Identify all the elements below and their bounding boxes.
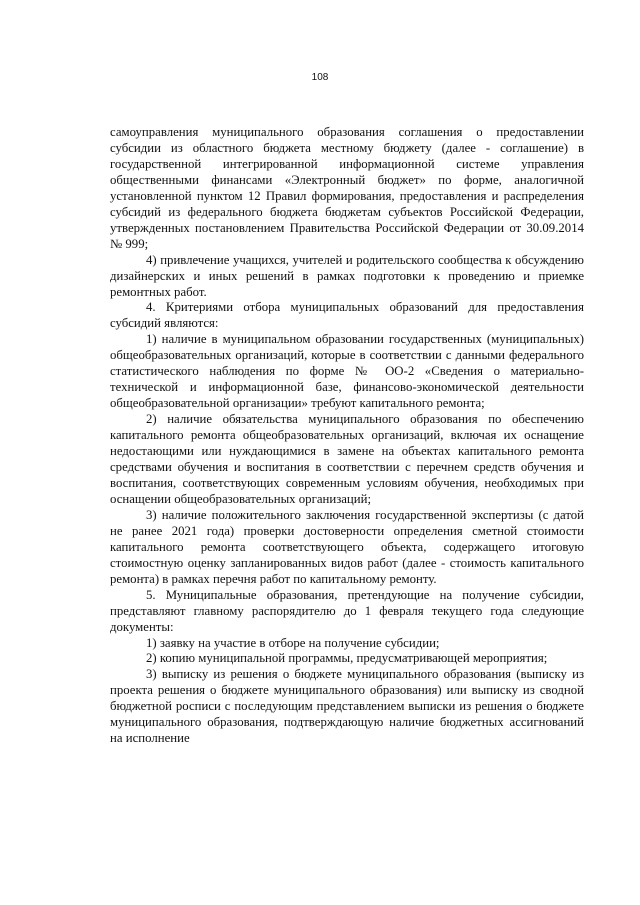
document-body <box>110 125 584 747</box>
paragraph-continuation: самоуправления муниципального образования соглашения о предоставлении субсидии из областного бюджета местному бюджету (далее - соглашение) в государственной интегрированной информационной системе управления общественными финансами «Электронный бюджет» по форме, аналогичной установленной пунктом 12 Правил формирования, предоставления и распределения субсидий из федерального бюджета бюджетам субъектов Российской Федерации, утвержденных постановлением Правительства Российской Федерации от 30.09.2014 № 999; <box>110 125 584 251</box>
paragraph-item-4: 4) привлечение учащихся, учителей и родительского сообщества к обсуждению дизайнерских и иных решений в рамках подготовки к проведению и приемке ремонтных работ. <box>110 252 584 299</box>
paragraph-document-3: 3) выписку из решения о бюджете муниципального образования (выписку из проекта решения о бюджете муниципального образования) или выписку из сводной бюджетной росписи с последующим представлением выписки из решения о бюджете муниципального образования, подтверждающую наличие бюджетных ассигнований на исполнение <box>110 667 584 746</box>
paragraph-document-1: 1) заявку на участие в отборе на получение субсидии; <box>146 635 440 650</box>
paragraph-document-2: 2) копию муниципальной программы, предусматривающей мероприятия; <box>146 651 548 666</box>
paragraph-section-5: 5. Муниципальные образования, претендующие на получение субсидии, представляют главному распорядителю до 1 февраля текущего года следующие документы: <box>110 587 584 634</box>
paragraph-criterion-3: 3) наличие положительного заключения государственной экспертизы (с датой не ранее 2021 года) проверки достоверности определения сметной стоимости капитального ремонта соответствующего объекта, содержащего итоговую стоимостную оценку запланированных видов работ (далее - стоимость капитального ремонта) в рамках перечня работ по капитальному ремонту. <box>110 507 584 586</box>
paragraph-criterion-2: 2) наличие обязательства муниципального образования по обеспечению капитального ремонта общеобразовательных организаций, включая их оснащение недостающими или нуждающимися в замене на объектах капитального ремонта средствами обучения и воспитания в соответствии с перечнем средств обучения и воспитания, соответствующих современным условиям обучения, необходимых при оснащении общеобразовательных организаций; <box>110 412 584 506</box>
paragraph-criterion-1: 1) наличие в муниципальном образовании государственных (муниципальных) общеобразовательных организаций, которые в соответствии с данными федерального статистического наблюдения по форме № ОО-2 «Сведения о материально-технической и информационной базе, финансово-экономической деятельности общеобразовательной организации» требуют капитального ремонта; <box>110 332 584 411</box>
page-number: 108 <box>311 72 329 83</box>
paragraph-section-4: 4. Критериями отбора муниципальных образований для предоставления субсидий являются: <box>110 300 584 331</box>
